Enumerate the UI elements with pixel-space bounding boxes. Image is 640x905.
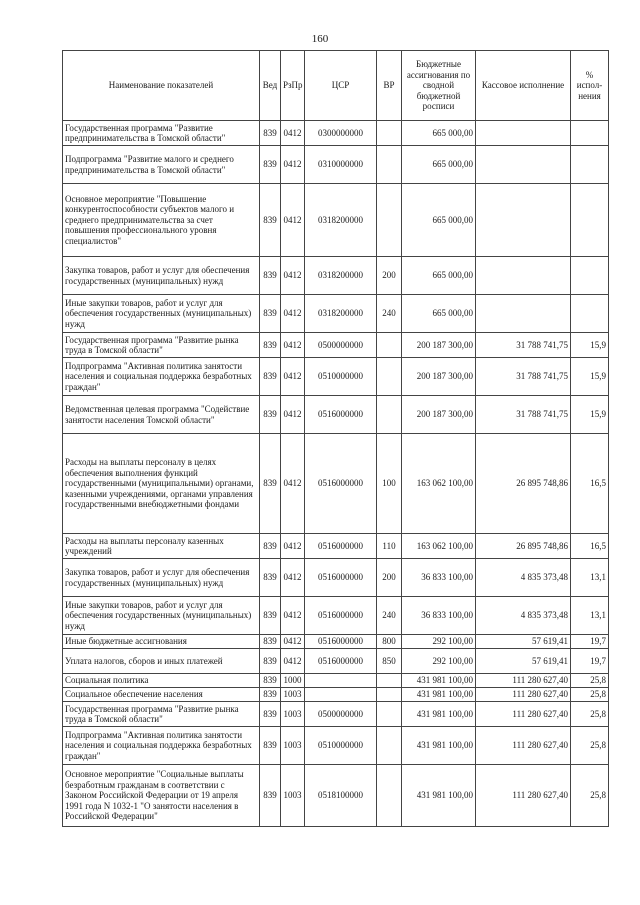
cell-name: Расходы на выплаты персоналу в целях обеспечения выполнения функций государственными (муниципальными) органами, казенными учреждениями, органами управления государственными внебюджетными фондами [63, 434, 260, 534]
cell-rzpr: 0412 [281, 358, 305, 396]
cell-rzpr: 0412 [281, 333, 305, 358]
table-row [63, 674, 609, 688]
cell-budget: 200 187 300,00 [402, 396, 476, 434]
budget-table [62, 50, 609, 827]
cell-percent: 25,8 [571, 765, 609, 827]
cell-vr: 800 [377, 635, 402, 649]
cell-ved: 839 [260, 146, 281, 184]
cell-rzpr: 0412 [281, 184, 305, 257]
cell-cash: 31 788 741,75 [476, 396, 571, 434]
cell-vr [377, 121, 402, 146]
cell-budget: 431 981 100,00 [402, 674, 476, 688]
cell-name: Иные бюджетные ассигнования [63, 635, 260, 649]
cell-rzpr: 1003 [281, 765, 305, 827]
cell-rzpr: 0412 [281, 434, 305, 534]
cell-vr: 240 [377, 597, 402, 635]
table-row [63, 597, 609, 635]
cell-ved: 839 [260, 688, 281, 702]
header-ved: Вед [260, 51, 281, 121]
cell-csr: 0300000000 [305, 121, 377, 146]
cell-budget: 292 100,00 [402, 635, 476, 649]
cell-csr: 0516000000 [305, 396, 377, 434]
cell-csr: 0318200000 [305, 257, 377, 295]
cell-vr: 200 [377, 257, 402, 295]
cell-vr [377, 146, 402, 184]
cell-csr: 0500000000 [305, 333, 377, 358]
cell-percent: 25,8 [571, 702, 609, 727]
cell-name: Государственная программа "Развитие предпринимательства в Томской области" [63, 121, 260, 146]
cell-ved: 839 [260, 597, 281, 635]
cell-cash: 4 835 373,48 [476, 597, 571, 635]
cell-budget: 431 981 100,00 [402, 702, 476, 727]
cell-name: Иные закупки товаров, работ и услуг для обеспечения государственных (муниципальных) нужд [63, 295, 260, 333]
cell-ved: 839 [260, 702, 281, 727]
cell-vr [377, 358, 402, 396]
cell-percent [571, 121, 609, 146]
cell-csr: 0516000000 [305, 534, 377, 559]
table-row [63, 184, 609, 257]
cell-cash: 57 619,41 [476, 635, 571, 649]
cell-ved: 839 [260, 765, 281, 827]
cell-csr: 0516000000 [305, 597, 377, 635]
header-rzpr: РзПр [281, 51, 305, 121]
table-row [63, 121, 609, 146]
cell-cash [476, 295, 571, 333]
cell-cash: 57 619,41 [476, 649, 571, 674]
cell-rzpr: 0412 [281, 597, 305, 635]
cell-name: Государственная программа "Развитие рынка труда в Томской области" [63, 333, 260, 358]
cell-ved: 839 [260, 727, 281, 765]
cell-percent: 25,8 [571, 688, 609, 702]
table-row [63, 333, 609, 358]
cell-ved: 839 [260, 333, 281, 358]
header-cash: Кассовое исполнение [476, 51, 571, 121]
cell-rzpr: 0412 [281, 559, 305, 597]
cell-name: Подпрограмма "Развитие малого и среднего предпринимательства в Томской области" [63, 146, 260, 184]
cell-ved: 839 [260, 121, 281, 146]
table-row [63, 559, 609, 597]
cell-cash: 31 788 741,75 [476, 333, 571, 358]
cell-csr [305, 674, 377, 688]
cell-vr: 100 [377, 434, 402, 534]
cell-percent: 25,8 [571, 674, 609, 688]
cell-vr: 200 [377, 559, 402, 597]
cell-percent: 16,5 [571, 434, 609, 534]
cell-csr: 0516000000 [305, 649, 377, 674]
header-csr: ЦСР [305, 51, 377, 121]
cell-csr: 0510000000 [305, 358, 377, 396]
cell-vr [377, 688, 402, 702]
cell-csr: 0510000000 [305, 727, 377, 765]
table-row [63, 649, 609, 674]
cell-vr: 110 [377, 534, 402, 559]
cell-name: Уплата налогов, сборов и иных платежей [63, 649, 260, 674]
cell-cash: 4 835 373,48 [476, 559, 571, 597]
cell-name: Подпрограмма "Активная политика занятости населения и социальная поддержка безработных граждан" [63, 727, 260, 765]
cell-vr [377, 396, 402, 434]
cell-vr [377, 765, 402, 827]
cell-cash: 111 280 627,40 [476, 702, 571, 727]
cell-vr [377, 674, 402, 688]
cell-csr: 0518100000 [305, 765, 377, 827]
cell-percent: 13,1 [571, 597, 609, 635]
cell-rzpr: 1003 [281, 688, 305, 702]
cell-rzpr: 0412 [281, 534, 305, 559]
cell-budget: 36 833 100,00 [402, 559, 476, 597]
cell-budget: 292 100,00 [402, 649, 476, 674]
cell-csr: 0516000000 [305, 559, 377, 597]
cell-rzpr: 0412 [281, 146, 305, 184]
header-budget: Бюджетные ассигнования по сводной бюджетной росписи [402, 51, 476, 121]
cell-percent: 19,7 [571, 649, 609, 674]
cell-budget: 36 833 100,00 [402, 597, 476, 635]
cell-percent [571, 146, 609, 184]
cell-rzpr: 0412 [281, 396, 305, 434]
cell-cash [476, 121, 571, 146]
cell-budget: 163 062 100,00 [402, 534, 476, 559]
cell-budget: 200 187 300,00 [402, 333, 476, 358]
cell-csr: 0516000000 [305, 635, 377, 649]
cell-csr: 0318200000 [305, 295, 377, 333]
cell-ved: 839 [260, 184, 281, 257]
cell-percent: 19,7 [571, 635, 609, 649]
cell-rzpr: 1003 [281, 702, 305, 727]
cell-name: Закупка товаров, работ и услуг для обеспечения государственных (муниципальных) нужд [63, 559, 260, 597]
cell-cash: 111 280 627,40 [476, 688, 571, 702]
table-row [63, 765, 609, 827]
cell-rzpr: 0412 [281, 635, 305, 649]
cell-percent: 15,9 [571, 358, 609, 396]
cell-budget: 431 981 100,00 [402, 688, 476, 702]
page-number: 160 [311, 33, 329, 45]
table-row [63, 635, 609, 649]
cell-name: Закупка товаров, работ и услуг для обеспечения государственных (муниципальных) нужд [63, 257, 260, 295]
cell-percent: 13,1 [571, 559, 609, 597]
cell-ved: 839 [260, 396, 281, 434]
cell-ved: 839 [260, 635, 281, 649]
cell-budget: 431 981 100,00 [402, 765, 476, 827]
table-row [63, 688, 609, 702]
table-row [63, 534, 609, 559]
cell-ved: 839 [260, 434, 281, 534]
cell-name: Подпрограмма "Активная политика занятости населения и социальная поддержка безработных граждан" [63, 358, 260, 396]
cell-name: Ведомственная целевая программа "Содействие занятости населения Томской области" [63, 396, 260, 434]
cell-csr: 0310000000 [305, 146, 377, 184]
cell-percent [571, 295, 609, 333]
header-row [63, 51, 609, 121]
cell-rzpr: 0412 [281, 257, 305, 295]
cell-budget: 665 000,00 [402, 257, 476, 295]
header-name: Наименование показателей [63, 51, 260, 121]
cell-budget: 163 062 100,00 [402, 434, 476, 534]
cell-budget: 665 000,00 [402, 295, 476, 333]
cell-name: Государственная программа "Развитие рынка труда в Томской области" [63, 702, 260, 727]
cell-csr: 0516000000 [305, 434, 377, 534]
cell-name: Основное мероприятие "Повышение конкурентоспособности субъектов малого и среднего предпринимательства за счет повышения профессионального уровня специалистов" [63, 184, 260, 257]
cell-csr [305, 688, 377, 702]
cell-vr [377, 333, 402, 358]
cell-ved: 839 [260, 295, 281, 333]
cell-percent [571, 257, 609, 295]
table-row [63, 396, 609, 434]
table-row [63, 146, 609, 184]
cell-ved: 839 [260, 358, 281, 396]
cell-cash: 26 895 748,86 [476, 534, 571, 559]
cell-cash [476, 257, 571, 295]
cell-vr [377, 727, 402, 765]
cell-cash: 111 280 627,40 [476, 765, 571, 827]
cell-cash [476, 184, 571, 257]
cell-vr [377, 184, 402, 257]
table-row [63, 358, 609, 396]
cell-budget: 665 000,00 [402, 184, 476, 257]
cell-vr: 240 [377, 295, 402, 333]
cell-csr: 0318200000 [305, 184, 377, 257]
cell-budget: 431 981 100,00 [402, 727, 476, 765]
cell-name: Социальное обеспечение населения [63, 688, 260, 702]
cell-cash: 26 895 748,86 [476, 434, 571, 534]
cell-percent: 25,8 [571, 727, 609, 765]
cell-cash: 111 280 627,40 [476, 727, 571, 765]
table-row [63, 727, 609, 765]
cell-budget: 665 000,00 [402, 146, 476, 184]
cell-budget: 200 187 300,00 [402, 358, 476, 396]
cell-percent: 16,5 [571, 534, 609, 559]
cell-budget: 665 000,00 [402, 121, 476, 146]
cell-rzpr: 0412 [281, 121, 305, 146]
table-row [63, 295, 609, 333]
cell-rzpr: 1000 [281, 674, 305, 688]
header-vr: ВР [377, 51, 402, 121]
cell-percent: 15,9 [571, 396, 609, 434]
cell-name: Иные закупки товаров, работ и услуг для обеспечения государственных (муниципальных) нужд [63, 597, 260, 635]
cell-name: Основное мероприятие "Социальные выплаты безработным гражданам в соответствии с Законом Российской Федерации от 19 апреля 1991 года N 1032-1 "О занятости населения в Российской Федерации" [63, 765, 260, 827]
table-row [63, 702, 609, 727]
cell-rzpr: 1003 [281, 727, 305, 765]
cell-ved: 839 [260, 534, 281, 559]
table-row [63, 434, 609, 534]
cell-ved: 839 [260, 674, 281, 688]
cell-rzpr: 0412 [281, 295, 305, 333]
cell-vr [377, 702, 402, 727]
cell-vr: 850 [377, 649, 402, 674]
cell-ved: 839 [260, 257, 281, 295]
cell-cash: 31 788 741,75 [476, 358, 571, 396]
cell-cash [476, 146, 571, 184]
table-row [63, 257, 609, 295]
header-percent: % испол-нения [571, 51, 609, 121]
cell-name: Социальная политика [63, 674, 260, 688]
cell-ved: 839 [260, 559, 281, 597]
cell-percent [571, 184, 609, 257]
cell-cash: 111 280 627,40 [476, 674, 571, 688]
cell-name: Расходы на выплаты персоналу казенных учреждений [63, 534, 260, 559]
cell-percent: 15,9 [571, 333, 609, 358]
cell-rzpr: 0412 [281, 649, 305, 674]
cell-csr: 0500000000 [305, 702, 377, 727]
cell-ved: 839 [260, 649, 281, 674]
